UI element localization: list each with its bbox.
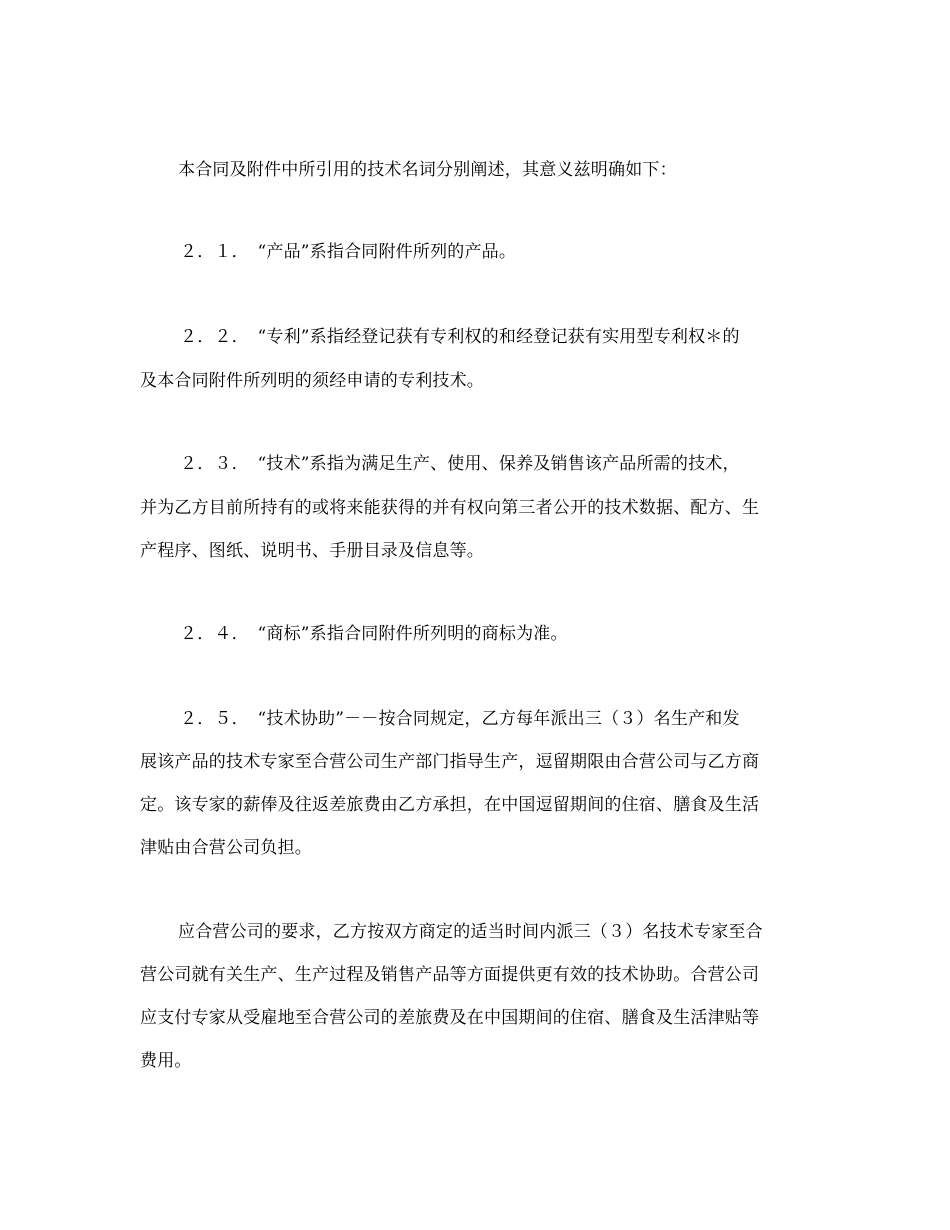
- clause-2-5-line-1: ２．５． “技术协助”－－按合同规定，乙方每年派出三（３）名生产和发: [180, 709, 740, 729]
- final-paragraph-line-3: 应支付专家从受雇地至合营公司的差旅费及在中国期间的住宿、膳食及生活津贴等: [140, 1008, 760, 1028]
- intro-line: 本合同及附件中所引用的技术名词分别阐述，其意义兹明确如下：: [178, 160, 677, 180]
- clause-2-3-line-3: 产程序、图纸、说明书、手册目录及信息等。: [140, 541, 484, 561]
- clause-2-2-line-1: ２．２． “专利”系指经登记获有专利权的和经登记获有实用型专利权＊的: [180, 327, 740, 347]
- clause-2-2-line-2: 及本合同附件所列明的须经申请的专利技术。: [140, 371, 484, 391]
- clause-2-4: ２．４． “商标”系指合同附件所列明的商标为准。: [180, 624, 568, 644]
- clause-2-5-line-2: 展该产品的技术专家至合营公司生产部门指导生产，逗留期限由合营公司与乙方商: [140, 752, 760, 772]
- clause-2-3-line-2: 并为乙方目前所持有的或将来能获得的并有权向第三者公开的技术数据、配方、生: [140, 498, 760, 518]
- clause-2-3-line-1: ２．３． “技术”系指为满足生产、使用、保养及销售该产品所需的技术，: [180, 454, 740, 474]
- clause-2-5-line-3: 定。该专家的薪俸及往返差旅费由乙方承担，在中国逗留期间的住宿、膳食及生活: [140, 795, 760, 815]
- final-paragraph-line-4: 费用。: [140, 1051, 192, 1071]
- clause-2-5-line-4: 津贴由合营公司负担。: [140, 838, 312, 858]
- clause-2-1: ２．１． “产品”系指合同附件所列的产品。: [180, 242, 517, 262]
- final-paragraph-line-1: 应合营公司的要求，乙方按双方商定的适当时间内派三（３）名技术专家至合: [178, 922, 763, 942]
- final-paragraph-line-2: 营公司就有关生产、生产过程及销售产品等方面提供更有效的技术协助。合营公司: [140, 965, 760, 985]
